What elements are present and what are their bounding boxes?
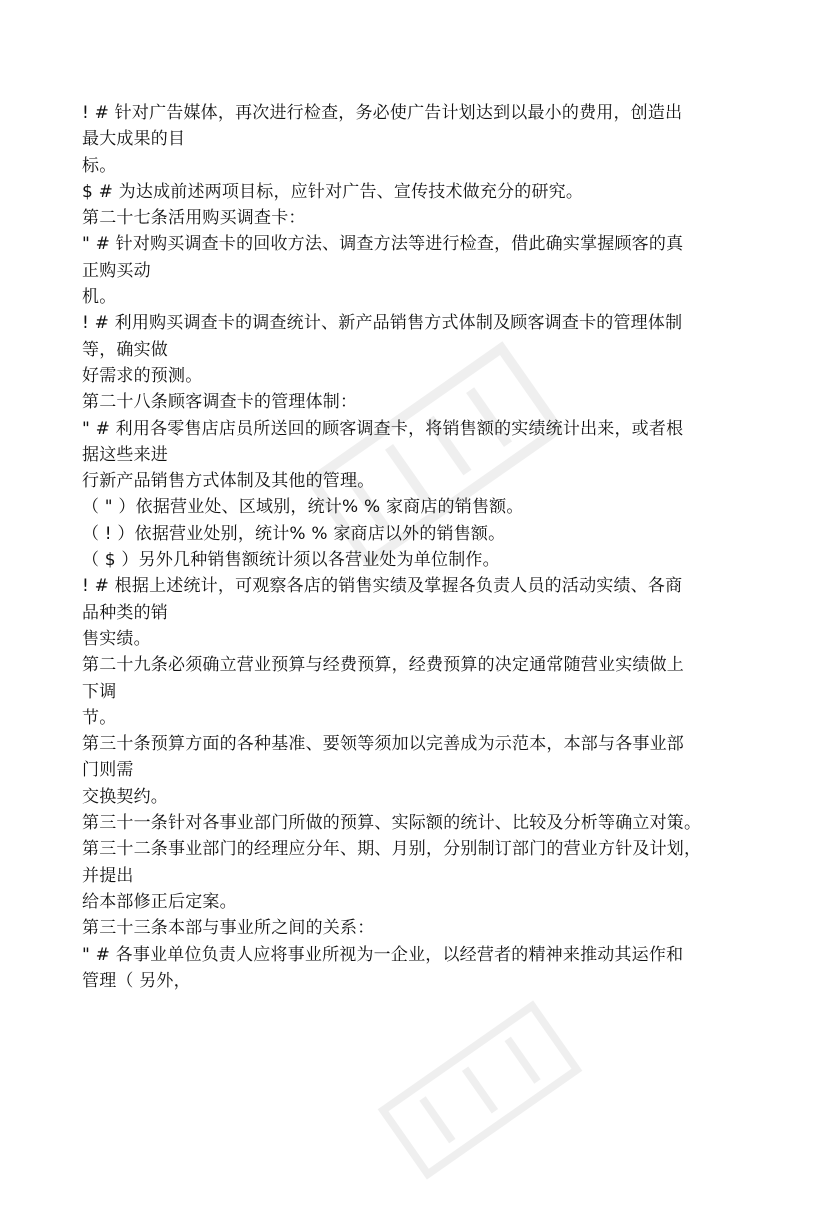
text-line: 管理（ 另外， — [82, 970, 191, 991]
list-item: （ $ ）另外几种销售额统计须以各营业处为单位制作。 — [82, 550, 500, 571]
text-line: 正购买动 — [82, 260, 151, 281]
text-line: ! # 利用购买调查卡的调查统计、新产品销售方式体制及顾客调查卡的管理体制 — [82, 313, 683, 334]
article-heading: 第二十七条活用购买调查卡： — [82, 208, 306, 229]
list-item: （ ! ）依据营业处别，统计% % 家商店以外的销售额。 — [82, 523, 506, 544]
text-line: 机。 — [82, 287, 117, 308]
text-line: ! # 根据上述统计，可观察各店的销售实绩及掌握各负责人员的活动实绩、各商 — [82, 576, 683, 597]
text-line: 并提出 — [82, 865, 134, 886]
text-line: 售实绩。 — [82, 628, 151, 649]
list-item: （ " ）依据营业处、区域别，统计% % 家商店的销售额。 — [82, 497, 524, 518]
article-heading: 第三十一条针对各事业部门所做的预算、实际额的统计、比较及分析等确立对策。 — [82, 813, 702, 834]
text-line: 品种类的销 — [82, 602, 168, 623]
article-heading: 第三十三条本部与事业所之间的关系： — [82, 918, 375, 939]
text-line: 最大成果的目 — [82, 129, 186, 150]
article-heading: 第三十条预算方面的各种基准、要领等须加以完善成为示范本，本部与各事业部 — [82, 734, 684, 755]
text-line: $ # 为达成前述两项目标，应针对广告、宣传技术做充分的研究。 — [82, 181, 584, 202]
text-line: 等，确实做 — [82, 339, 168, 360]
text-line: 好需求的预测。 — [82, 365, 203, 386]
document-body — [82, 100, 762, 994]
article-heading: 第三十二条事业部门的经理应分年、期、月别，分别制订部门的营业方针及计划， — [82, 839, 702, 860]
text-line: " # 各事业单位负责人应将事业所视为一企业，以经营者的精神来推动其运作和 — [82, 944, 684, 965]
text-line: 节。 — [82, 707, 117, 728]
text-line: " # 针对购买调查卡的回收方法、调查方法等进行检查，借此确实掌握顾客的真 — [82, 234, 684, 255]
text-line: " # 利用各零售店店员所送回的顾客调查卡，将销售额的实绩统计出来，或者根 — [82, 418, 684, 439]
text-line: 标。 — [82, 155, 117, 176]
text-line: 给本部修正后定案。 — [82, 891, 237, 912]
text-line: 下调 — [82, 681, 117, 702]
text-line: ! # 针对广告媒体，再次进行检查，务必使广告计划达到以最小的费用，创造出 — [82, 103, 683, 123]
watermark-logo-icon — [330, 960, 630, 1220]
text-line: 交换契约。 — [82, 786, 168, 807]
text-line: 门则需 — [82, 760, 134, 781]
article-heading: 第二十八条顾客调查卡的管理体制： — [82, 392, 358, 413]
article-heading: 第二十九条必须确立营业预算与经费预算，经费预算的决定通常随营业实绩做上 — [82, 655, 684, 676]
text-line: 据这些来进 — [82, 444, 168, 465]
text-line: 行新产品销售方式体制及其他的管理。 — [82, 471, 375, 492]
